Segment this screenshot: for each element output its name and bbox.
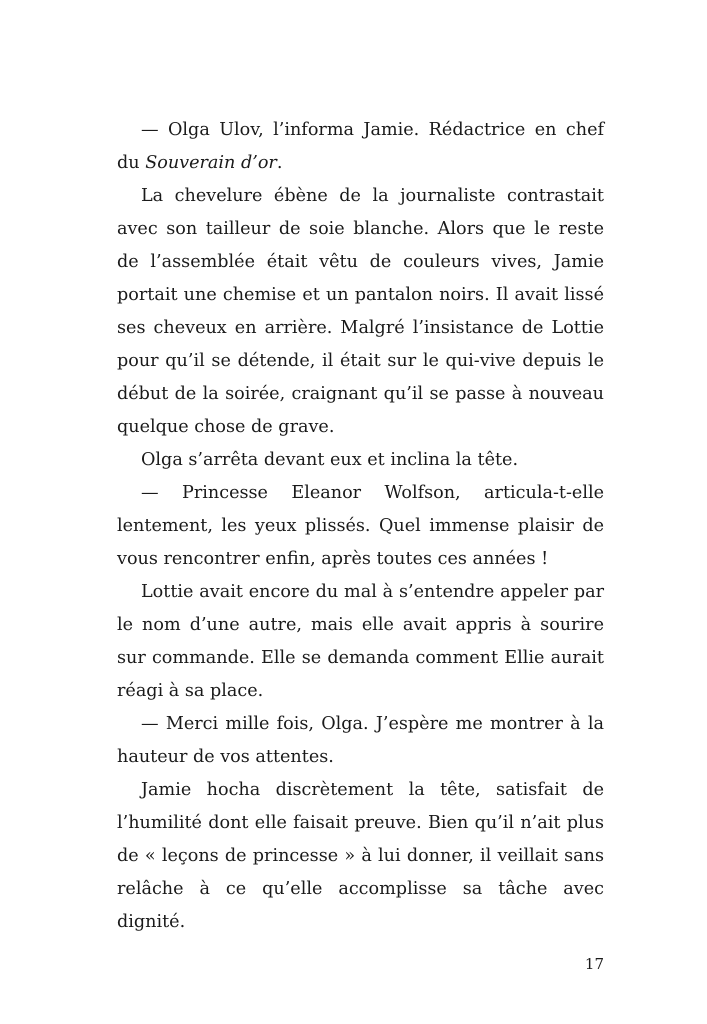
page-number: 17 [584, 955, 604, 973]
paragraph-7: Jamie hocha discrètement la tête, satisfait de l’humilité dont elle faisait preuve. Bien qu’il n’ait plus de « leçons de princesse » à lui donner, il veillait sans relâche à ce qu’elle accomplisse sa tâche avec dignité. [117, 780, 604, 932]
body-text [117, 114, 604, 939]
paragraph-1 [117, 114, 604, 180]
paragraph-6: — Merci mille fois, Olga. J’espère me montrer à la hauteur de vos attentes. [117, 714, 604, 767]
paragraph-3: Olga s’arrêta devant eux et inclina la tête. [141, 450, 519, 470]
paragraph-4: — Princesse Eleanor Wolfson, articula-t-elle lentement, les yeux plissés. Quel immense plaisir de vous rencontrer enfin, après toutes ces années ! [117, 483, 604, 569]
magazine-title: Souverain d’or [145, 153, 277, 173]
paragraph-5: Lottie avait encore du mal à s’entendre appeler par le nom d’une autre, mais elle avait appris à sourire sur commande. Elle se demanda comment Ellie aurait réagi à sa place. [117, 582, 604, 701]
paragraph-2: La chevelure ébène de la journaliste contrastait avec son tailleur de soie blanche. Alors que le reste de l’assemblée était vêtu de couleurs vives, Jamie portait une chemise et un pantalon noirs. Il avait lissé ses cheveux en arrière. Malgré l’insistance de Lottie pour qu’il se détende, il était sur le qui-vive depuis le début de la soirée, craignant qu’il se passe à nouveau quelque chose de grave. [117, 186, 604, 437]
paragraph-1-end: . [276, 153, 283, 173]
paragraph-1-start: — Olga Ulov, l’informa Jamie. Rédactrice en chef du [117, 120, 604, 173]
